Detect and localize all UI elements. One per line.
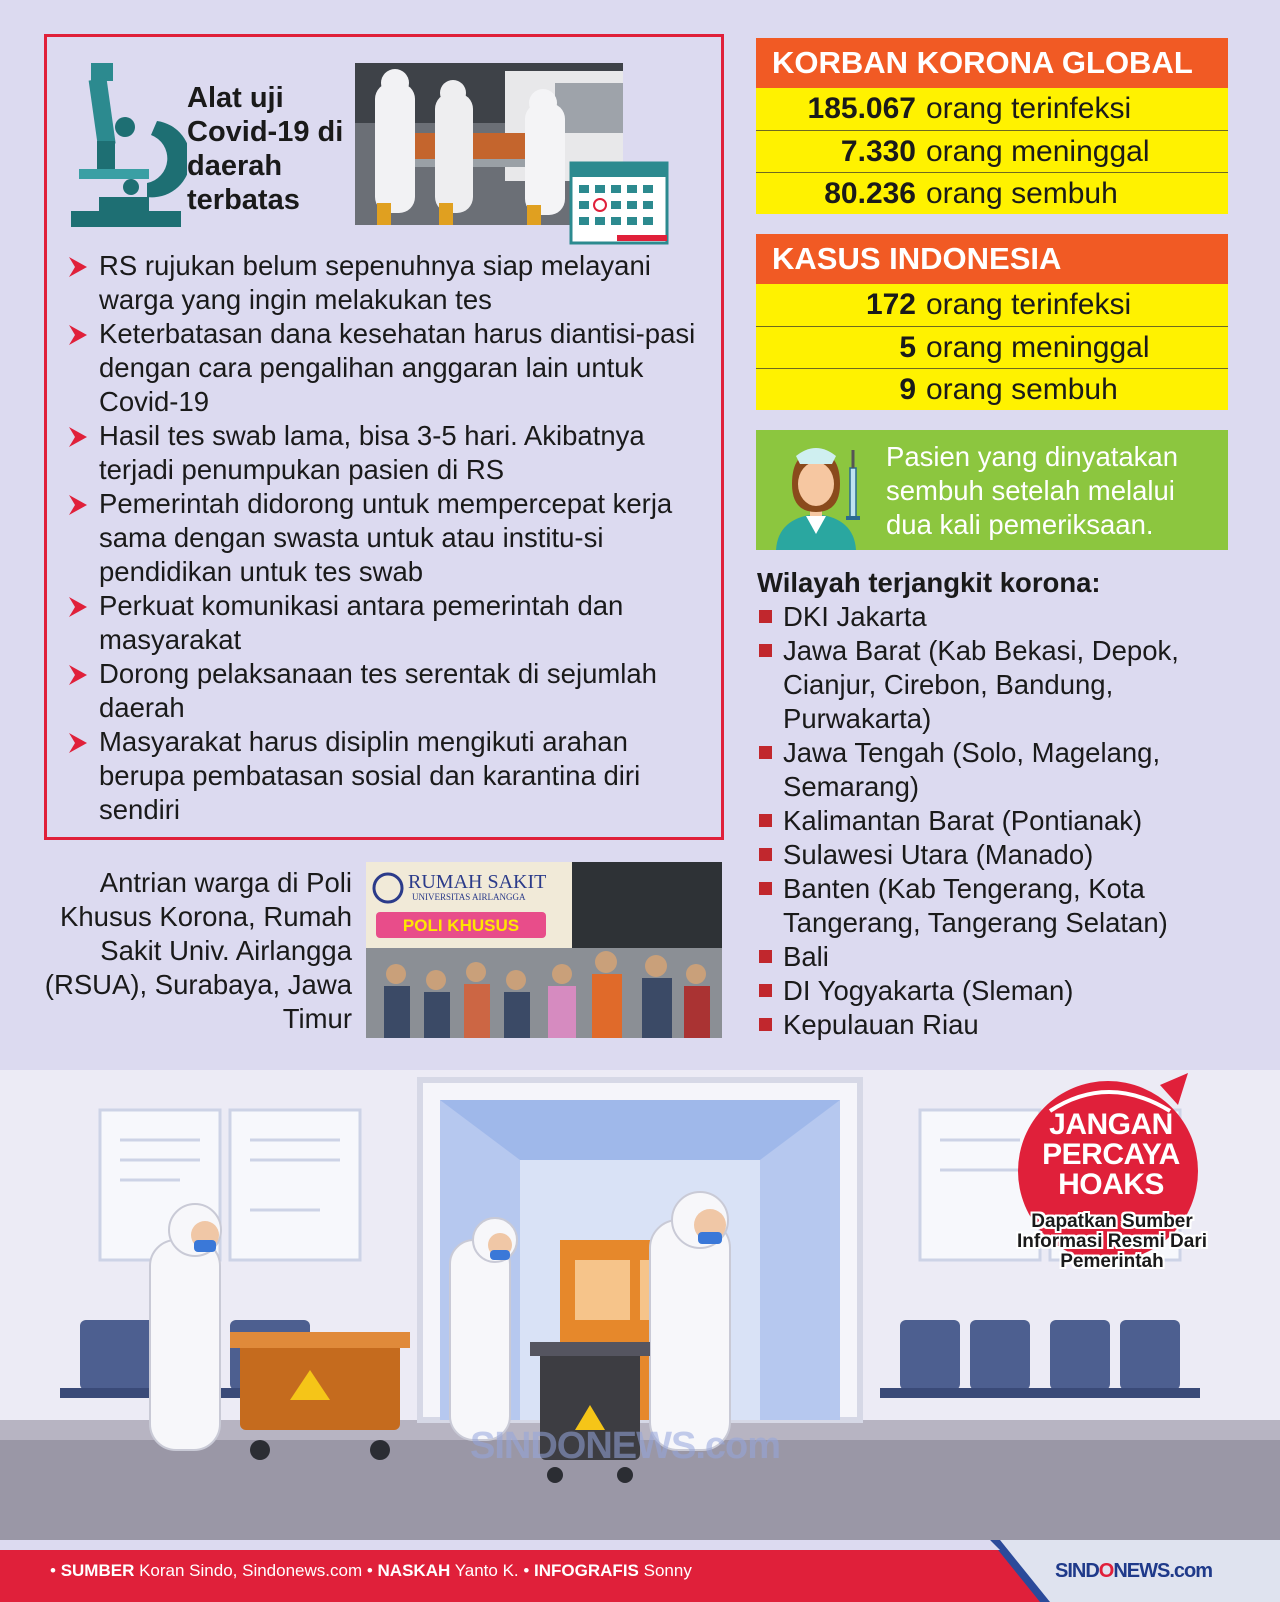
hoax-line: PERCAYA bbox=[1042, 1138, 1180, 1171]
recovery-note-text: Pasien yang dinyatakan sembuh setelah melalui dua kali pemeriksaan. bbox=[886, 441, 1179, 540]
credit-value: Sonny bbox=[643, 1561, 692, 1580]
microscope-icon bbox=[69, 61, 187, 229]
table-row bbox=[756, 88, 1228, 130]
bullet-square-icon bbox=[759, 1018, 772, 1031]
stat-label: orang meninggal bbox=[926, 331, 1150, 364]
chevron-right-icon bbox=[67, 323, 89, 347]
chevron-right-icon bbox=[67, 493, 89, 517]
bullet-square-icon bbox=[759, 882, 772, 895]
indonesia-stats-title: KASUS INDONESIA bbox=[756, 234, 1228, 284]
table-row bbox=[756, 284, 1228, 326]
list-item: RS rujukan belum sepenuhnya siap melayani warga yang ingin melakukan tes bbox=[67, 249, 717, 317]
list-item: Dorong pelaksanaan tes serentak di sejumlah daerah bbox=[67, 657, 717, 725]
stat-label: orang sembuh bbox=[926, 177, 1118, 210]
testing-issues-list bbox=[67, 249, 717, 827]
bullet-square-icon bbox=[759, 746, 772, 759]
watermark: SINDONEWS.com bbox=[470, 1425, 781, 1467]
chevron-right-icon bbox=[67, 255, 89, 279]
panel-title: Alat uji Covid-19 di daerah terbatas bbox=[187, 82, 344, 216]
stat-label: orang meninggal bbox=[926, 135, 1150, 168]
list-item: Sulawesi Utara (Manado) bbox=[757, 838, 1237, 872]
bullet-square-icon bbox=[759, 610, 772, 623]
credit-label: INFOGRAFIS bbox=[534, 1561, 639, 1580]
stat-label: orang terinfeksi bbox=[926, 288, 1132, 321]
list-item: Kepulauan Riau bbox=[757, 1008, 1237, 1042]
regions-title: Wilayah terjangkit korona: bbox=[757, 567, 1101, 598]
global-stats-table bbox=[756, 38, 1228, 214]
indonesia-stats-table bbox=[756, 234, 1228, 410]
credit-label: NASKAH bbox=[377, 1561, 451, 1580]
bullet-square-icon bbox=[759, 848, 772, 861]
stat-label: orang terinfeksi bbox=[926, 92, 1132, 125]
stat-value: 172 bbox=[865, 288, 916, 321]
stat-value: 9 bbox=[899, 373, 916, 406]
affected-regions-list bbox=[757, 600, 1237, 1042]
table-row bbox=[756, 172, 1228, 214]
stat-value: 185.067 bbox=[807, 92, 916, 125]
stat-value: 5 bbox=[899, 331, 916, 364]
chevron-right-icon bbox=[67, 595, 89, 619]
hospital-queue-photo bbox=[366, 862, 722, 1038]
hoax-line: JANGAN bbox=[1049, 1108, 1173, 1141]
photo-caption: Antrian warga di Poli Khusus Korona, Rumah Sakit Univ. Airlangga (RSUA), Surabaya, Jawa Timur bbox=[44, 867, 352, 1034]
calendar-icon bbox=[567, 157, 677, 247]
table-row bbox=[756, 130, 1228, 172]
sign-poli-khusus: POLI KHUSUS bbox=[402, 916, 520, 935]
list-item: DI Yogyakarta (Sleman) bbox=[757, 974, 1237, 1008]
list-item: Masyarakat harus disiplin mengikuti arahan berupa pembatasan sosial dan karantina diri sendiri bbox=[67, 725, 717, 827]
bullet-square-icon bbox=[759, 814, 772, 827]
list-item: Kalimantan Barat (Pontianak) bbox=[757, 804, 1237, 838]
credit-value: Koran Sindo, Sindonews.com bbox=[139, 1561, 363, 1580]
list-item: DKI Jakarta bbox=[757, 600, 1237, 634]
sign-title: RUMAH SAKIT bbox=[408, 871, 547, 893]
sign-subtitle: UNIVERSITAS AIRLANGGA bbox=[412, 892, 526, 902]
chevron-right-icon bbox=[67, 425, 89, 449]
stat-label: orang sembuh bbox=[926, 373, 1118, 406]
bullet-square-icon bbox=[759, 950, 772, 963]
bullet-square-icon bbox=[759, 644, 772, 657]
global-stats-title: KORBAN KORONA GLOBAL bbox=[756, 38, 1228, 88]
list-item: Hasil tes swab lama, bisa 3-5 hari. Akibatnya terjadi penumpukan pasien di RS bbox=[67, 419, 717, 487]
nurse-icon bbox=[766, 438, 876, 550]
list-item: Jawa Tengah (Solo, Magelang, Semarang) bbox=[757, 736, 1237, 804]
table-row bbox=[756, 326, 1228, 368]
table-row bbox=[756, 368, 1228, 410]
list-item: Pemerintah didorong untuk mempercepat kerja sama dengan swasta untuk atau institu-si pendidikan untuk tes swab bbox=[67, 487, 717, 589]
stat-value: 80.236 bbox=[824, 177, 916, 210]
hoax-subtext: Dapatkan Sumber Informasi Resmi Dari Pemerintah bbox=[1016, 1211, 1208, 1272]
credit-value: Yanto K. bbox=[454, 1561, 519, 1580]
stat-value: 7.330 bbox=[840, 135, 916, 168]
recovery-note bbox=[756, 430, 1228, 550]
list-item: Keterbatasan dana kesehatan harus diantisi-pasi dengan cara pengalihan anggaran lain untuk Covid-19 bbox=[67, 317, 717, 419]
list-item: Bali bbox=[757, 940, 1237, 974]
list-item: Perkuat komunikasi antara pemerintah dan masyarakat bbox=[67, 589, 717, 657]
credit-label: SUMBER bbox=[60, 1561, 135, 1580]
list-item: Banten (Kab Tengerang, Kota Tangerang, Tangerang Selatan) bbox=[757, 872, 1237, 940]
hoax-warning-text bbox=[1018, 1110, 1204, 1200]
sindonews-logo: SINDONEWS.com bbox=[1055, 1560, 1213, 1582]
credits: • SUMBER Koran Sindo, Sindonews.com • NASKAH Yanto K. • INFOGRAFIS Sonny bbox=[50, 1561, 692, 1580]
chevron-right-icon bbox=[67, 731, 89, 755]
chevron-right-icon bbox=[67, 663, 89, 687]
hoax-line: HOAKS bbox=[1058, 1168, 1164, 1201]
list-item: Jawa Barat (Kab Bekasi, Depok, Cianjur, Cirebon, Bandung, Purwakarta) bbox=[757, 634, 1237, 736]
testing-tools-panel bbox=[44, 34, 724, 840]
bullet-square-icon bbox=[759, 984, 772, 997]
